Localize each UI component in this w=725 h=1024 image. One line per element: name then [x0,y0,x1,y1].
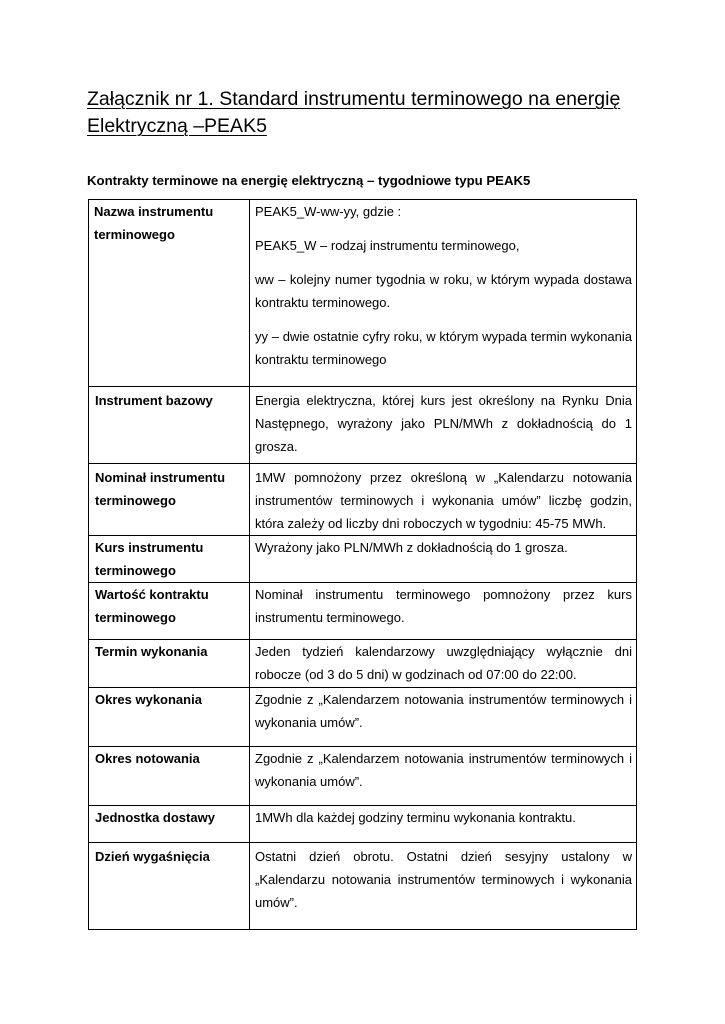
row-value [250,688,637,747]
row-value [250,200,637,387]
section-subtitle: Kontrakty terminowe na energię elektryczną – tygodniowe typu PEAK5 [87,173,531,188]
row-label: Nominał instrumentu terminowego [89,464,250,536]
value-paragraph: Wyrażony jako PLN/MWh z dokładnością do 1 grosza. [255,540,568,555]
row-label: Wartość kontraktu terminowego [89,583,250,640]
value-paragraph: yy – dwie ostatnie cyfry roku, w którym wypada termin wykonania kontraktu terminowego [255,329,632,367]
row-value [250,387,637,464]
table-row [89,806,637,843]
table-row [89,640,637,688]
row-value [250,747,637,806]
value-paragraph: Ostatni dzień obrotu. Ostatni dzień sesyjny ustalony w „Kalendarzu notowania instrumentów terminowych i wykonania umów”. [255,849,632,910]
value-paragraph: Zgodnie z „Kalendarzem notowania instrumentów terminowych i wykonania umów”. [255,751,632,789]
value-paragraph: PEAK5_W – rodzaj instrumentu terminowego, [255,238,520,253]
value-paragraph: Jeden tydzień kalendarzowy uwzględniający wyłącznie dni robocze (od 3 do 5 dni) w godzinach od 07:00 do 22:00. [255,644,632,682]
value-paragraph: PEAK5_W-ww-yy, gdzie : [255,204,402,219]
row-value [250,464,637,536]
row-label: Instrument bazowy [89,387,250,464]
document-title: Załącznik nr 1. Standard instrumentu terminowego na energię Elektryczną –PEAK5 [87,88,621,137]
row-label: Okres wykonania [89,688,250,747]
table-row [89,387,637,464]
row-value [250,843,637,930]
row-value [250,640,637,688]
value-paragraph: ww – kolejny numer tygodnia w roku, w którym wypada dostawa kontraktu terminowego. [255,272,632,310]
row-label: Nazwa instrumentu terminowego [89,200,250,387]
table-row [89,536,637,583]
table-row [89,200,637,387]
value-paragraph: Energia elektryczna, której kurs jest określony na Rynku Dnia Następnego, wyrażony jako PLN/MWh z dokładnością do 1 grosza. [255,393,632,454]
row-label: Jednostka dostawy [89,806,250,843]
row-value [250,583,637,640]
value-paragraph: Zgodnie z „Kalendarzem notowania instrumentów terminowych i wykonania umów”. [255,692,632,730]
row-value [250,536,637,583]
table-row [89,464,637,536]
table-row [89,747,637,806]
row-value [250,806,637,843]
row-label: Kurs instrumentu terminowego [89,536,250,583]
value-paragraph: 1MW pomnożony przez określoną w „Kalendarzu notowania instrumentów terminowych i wykonania umów” liczbę godzin, która zależy od liczby dni roboczych w tygodniu: 45-75 MWh. [255,470,632,531]
table-row [89,688,637,747]
table-row [89,843,637,930]
specification-table [88,199,637,930]
value-paragraph: 1MWh dla każdej godziny terminu wykonania kontraktu. [255,810,576,825]
row-label: Okres notowania [89,747,250,806]
row-label: Termin wykonania [89,640,250,688]
row-label: Dzień wygaśnięcia [89,843,250,930]
table-row [89,583,637,640]
value-paragraph: Nominał instrumentu terminowego pomnożony przez kurs instrumentu terminowego. [255,587,632,625]
